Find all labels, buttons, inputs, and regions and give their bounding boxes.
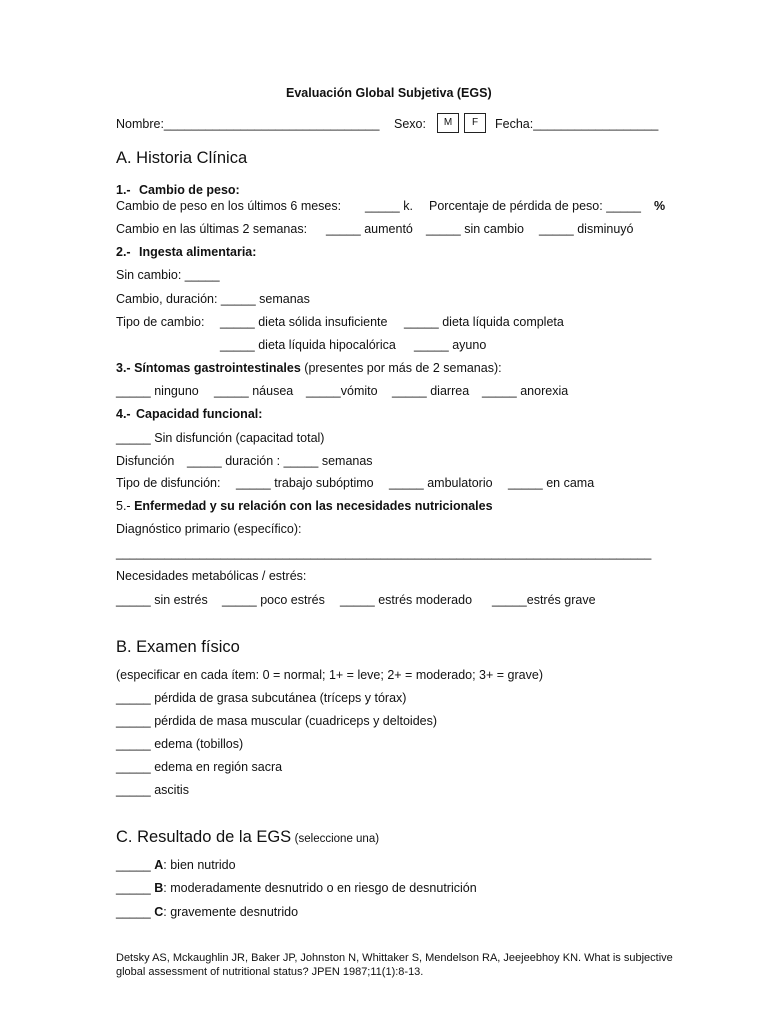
s4-tipo-label: Tipo de disfunción: [116,476,221,490]
s5-necesidades-label: Necesidades metabólicas / estrés: [116,569,307,583]
c-option-c[interactable] [116,905,298,919]
s5-diagnostico-line[interactable]: _____________________________________________________________________________ [116,546,652,560]
s1-weight-blank[interactable]: _____ k. [365,199,413,213]
s2-sin-cambio[interactable]: Sin cambio: _____ [116,268,220,282]
b-item-edema-tobillos[interactable]: _____ edema (tobillos) [116,737,244,751]
s2-opt-ayuno[interactable]: _____ ayuno [414,338,487,352]
s4-number: 4.- [116,407,131,421]
s2-opt-hipocalorica[interactable]: _____ dieta líquida hipocalórica [220,338,396,352]
s5-heading [116,499,493,513]
s5-opt-grave[interactable]: _____estrés grave [492,593,596,607]
section-a-title: A. Historia Clínica [116,149,248,167]
s3-tail: (presentes por más de 2 semanas): [304,361,502,375]
s4-opt-ambulatorio[interactable]: _____ ambulatorio [389,476,493,490]
s4-disfuncion-label: Disfunción [116,454,175,468]
section-b-title: B. Examen físico [116,638,240,656]
c-option-blank: _____ [116,858,151,872]
document-title: Evaluación Global Subjetiva (EGS) [286,86,492,100]
s2-number: 2.- [116,245,131,259]
s5-title: Enfermedad y su relación con las necesidades nutricionales [134,499,493,513]
s1-opt-aumento[interactable]: _____ aumentó [326,222,413,236]
s3-opt-ninguno[interactable]: _____ ninguno [116,384,199,398]
s1-opt-sin-cambio[interactable]: _____ sin cambio [426,222,524,236]
s2-opt-liquida-completa[interactable]: _____ dieta líquida completa [404,315,564,329]
b-item-masa[interactable]: _____ pérdida de masa muscular (cuadriceps y deltoides) [116,714,438,728]
section-c-sub: (seleccione una) [294,833,380,845]
s3-opt-vomito[interactable]: _____vómito [306,384,378,398]
s3-heading [116,361,502,375]
s1-line1-label: Cambio de peso en los últimos 6 meses: [116,199,342,213]
b-item-ascitis[interactable]: _____ ascitis [116,783,189,797]
s1-title: Cambio de peso: [139,183,240,197]
s4-opt-suboptimo[interactable]: _____ trabajo subóptimo [236,476,374,490]
s3-opt-anorexia[interactable]: _____ anorexia [482,384,569,398]
reference-citation: Detsky AS, Mckaughlin JR, Baker JP, Johnston N, Whittaker S, Mendelson RA, Jeejeebhoy KN. What is subjective global assessment of nutritional status? JPEN 1987;11(1):8-13. [116,952,673,978]
c-option-text: : gravemente desnutrido [163,905,299,919]
c-option-letter: B [154,881,164,895]
s1-line2-label: Cambio en las últimas 2 semanas: [116,222,308,236]
s5-number: 5.- [116,499,131,513]
fecha-field[interactable]: Fecha:__________________ [495,117,659,131]
s4-title: Capacidad funcional: [136,407,263,421]
s1-number: 1.- [116,183,131,197]
section-b-note: (especificar en cada ítem: 0 = normal; 1+ = leve; 2+ = moderado; 3+ = grave) [116,668,543,682]
c-option-letter: C [154,905,164,919]
s4-sin-disfuncion[interactable]: _____ Sin disfunción (capacitad total) [116,431,325,445]
s2-title: Ingesta alimentaria: [139,245,257,259]
c-option-b[interactable] [116,881,477,895]
section-c-title: C. Resultado de la EGS [116,828,292,846]
s5-opt-poco-estres[interactable]: _____ poco estrés [222,593,325,607]
sexo-f-checkbox[interactable]: F [464,113,486,133]
c-option-blank: _____ [116,881,151,895]
s1-percent-sign: % [654,199,666,213]
s5-opt-sin-estres[interactable]: _____ sin estrés [116,593,208,607]
sexo-m-checkbox[interactable]: M [437,113,459,133]
s2-duracion[interactable]: Cambio, duración: _____ semanas [116,292,310,306]
s3-opt-nausea[interactable]: _____ náusea [214,384,294,398]
section-c-heading [116,828,379,847]
c-option-text: : bien nutrido [163,858,236,872]
s3-title: Síntomas gastrointestinales [134,361,301,375]
c-option-letter: A [154,858,164,872]
nombre-field[interactable]: Nombre:_______________________________ [116,117,380,131]
c-option-a[interactable] [116,858,236,872]
c-option-blank: _____ [116,905,151,919]
s5-diagnostico-label: Diagnóstico primario (específico): [116,522,302,536]
s5-opt-moderado[interactable]: _____ estrés moderado [340,593,473,607]
b-item-edema-sacra[interactable]: _____ edema en región sacra [116,760,283,774]
s3-opt-diarrea[interactable]: _____ diarrea [392,384,470,398]
s3-number: 3.- [116,361,131,375]
s4-opt-en-cama[interactable]: _____ en cama [508,476,595,490]
s2-opt-solida[interactable]: _____ dieta sólida insuficiente [220,315,388,329]
s1-percent-label[interactable]: Porcentaje de pérdida de peso: _____ [429,199,641,213]
s1-opt-disminuyo[interactable]: _____ disminuyó [539,222,634,236]
sexo-label: Sexo: [394,117,426,131]
s2-tipo-label: Tipo de cambio: [116,315,205,329]
b-item-grasa[interactable]: _____ pérdida de grasa subcutánea (tríceps y tórax) [116,691,407,705]
s4-duracion[interactable]: _____ duración : _____ semanas [187,454,373,468]
c-option-text: : moderadamente desnutrido o en riesgo de desnutrición [163,881,477,895]
